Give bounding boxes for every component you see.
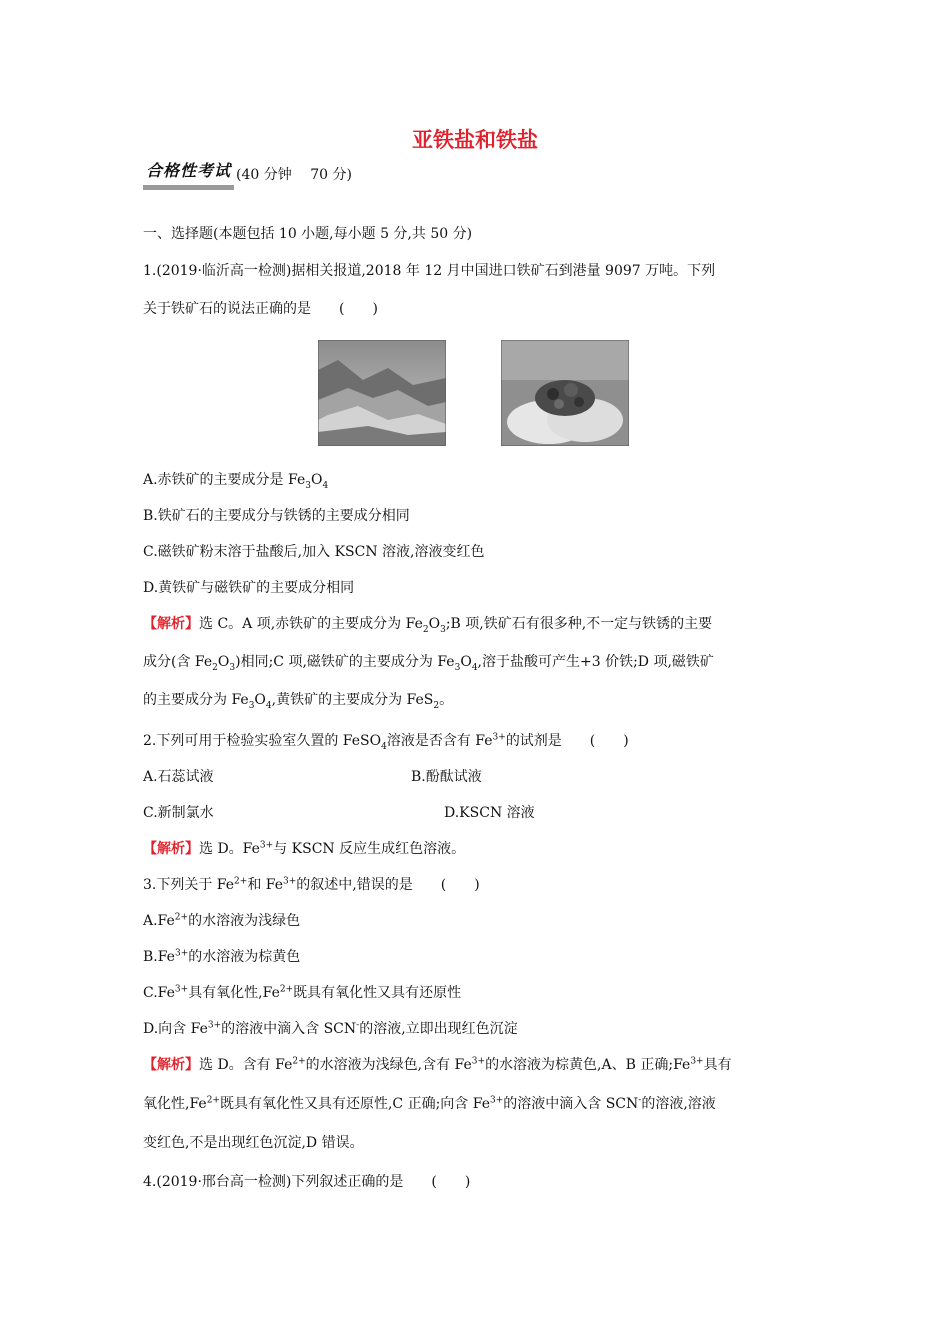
page-title: 亚铁盐和铁盐: [412, 128, 538, 152]
analysis-label: 【解析】: [143, 1057, 199, 1073]
analysis-label: 【解析】: [143, 841, 199, 857]
q1-option-a-text: A.赤铁矿的主要成分是 Fe: [143, 472, 306, 488]
q1-analysis-line1: 【解析】选 C。A 项,赤铁矿的主要成分为 $Fe_2O_3;B$ 项,铁矿石有很多种,不一定与铁锈的主要: [143, 616, 713, 635]
q3-option-a: [143, 911, 300, 931]
analysis-text: ,黄铁矿的主要成分为 FeS: [271, 692, 434, 708]
q1-option-c: C.磁铁矿粉末溶于盐酸后,加入 KSCN 溶液,溶液变红色: [143, 544, 485, 560]
superscript: 3+: [471, 1056, 486, 1067]
q3-analysis-line1: [143, 1055, 732, 1075]
subscript: 4: [265, 700, 272, 711]
superscript: 3+: [174, 984, 189, 995]
q3-option-text: A.Fe: [143, 913, 175, 929]
subscript: 3: [248, 700, 255, 711]
q2-stem: [143, 731, 629, 751]
q4-stem: 4.(2019·邢台高一检测)下列叙述正确的是 ( ): [143, 1174, 471, 1190]
q3-option-text: D.向含 Fe: [143, 1021, 208, 1037]
analysis-text: 的主要成分为 Fe: [143, 692, 249, 708]
q3-stem: [143, 875, 480, 895]
q3-option-b: [143, 947, 300, 967]
superscript: 3+: [174, 948, 189, 959]
q2-option-a: A.石蕊试液: [143, 769, 214, 785]
qualification-header: [143, 160, 352, 188]
q3-analysis-line2: [143, 1094, 716, 1114]
q3-analysis-line3: 变红色,不是出现红色沉淀,D 错误。: [143, 1135, 364, 1151]
q3-option-d: [143, 1019, 518, 1039]
analysis-text: 与 KSCN 反应生成红色溶液。: [273, 841, 466, 857]
analysis-text: 的溶液,溶液: [641, 1096, 716, 1112]
analysis-text: 选 C。A 项,赤铁矿的主要成分为 Fe: [199, 616, 423, 632]
superscript: -: [356, 1020, 360, 1031]
analysis-text: 的水溶液为棕黄色,A、B 正确;Fe: [485, 1057, 691, 1073]
q1-analysis-line2: 成分(含 $Fe_2O_3$)相同;C 项,磁铁矿的主要成分为 $Fe_3O_4$,溶于盐酸可产生+3 价铁;D 项,磁铁矿: [143, 654, 714, 673]
analysis-text: 选 D。含有 Fe: [199, 1057, 293, 1073]
analysis-text: 成分(含 Fe: [143, 654, 213, 670]
qualification-time: (40 分钟 70 分): [236, 167, 352, 183]
superscript: -: [638, 1095, 642, 1106]
superscript: 3+: [690, 1056, 704, 1067]
subscript: 4: [322, 480, 329, 491]
analysis-label: 【解析】: [143, 616, 199, 632]
superscript: 3+: [259, 840, 274, 851]
q3-option-text: 既具有氧化性又具有还原性: [293, 985, 462, 1001]
q3-option-text: 的水溶液为浅绿色: [188, 913, 301, 929]
ore-image: [501, 340, 629, 446]
q2-option-b: B.酚酞试液: [411, 769, 482, 785]
analysis-text: ;B 项,铁矿石有很多种,不一定与铁锈的主要: [445, 616, 713, 632]
qualification-badge: 合格性考试: [143, 158, 234, 190]
q3-option-text: 的水溶液为棕黄色: [188, 949, 301, 965]
mountain-image: [318, 340, 446, 446]
analysis-text: ,溶于盐酸可产生+3 价铁;D 项,磁铁矿: [477, 654, 714, 670]
subscript: 3: [454, 662, 461, 673]
section-heading: 一、选择题(本题包括 10 小题,每小题 5 分,共 50 分): [143, 226, 473, 242]
ore-hands-photo: [501, 340, 629, 446]
superscript: 2+: [292, 1056, 306, 1067]
subscript: 3: [440, 624, 446, 635]
q3-option-c: [143, 983, 461, 1003]
subscript: 4: [381, 741, 387, 752]
mountain-photo: [318, 340, 446, 446]
superscript: 2+: [174, 912, 189, 923]
analysis-text: 氧化性,Fe: [143, 1096, 207, 1112]
q1-option-d: D.黄铁矿与磁铁矿的主要成分相同: [143, 580, 355, 596]
q3-stem-text: 的叙述中,错误的是 ( ): [296, 877, 480, 893]
q3-option-text: 的溶液中滴入含 SCN: [221, 1021, 357, 1037]
subscript: 2: [422, 624, 429, 635]
analysis-text: 的溶液中滴入含 SCN: [503, 1096, 639, 1112]
superscript: 3+: [492, 732, 506, 743]
q3-option-text: 的溶液,立即出现红色沉淀: [359, 1021, 518, 1037]
analysis-text: 的水溶液为浅绿色,含有 Fe: [305, 1057, 472, 1073]
subscript: 4: [471, 662, 478, 673]
q3-option-text: B.Fe: [143, 949, 175, 965]
superscript: 2+: [279, 984, 294, 995]
superscript: 3+: [207, 1020, 222, 1031]
analysis-text: 。: [439, 692, 454, 708]
analysis-text: )相同;C 项,磁铁矿的主要成分为 Fe: [235, 654, 455, 670]
q1-analysis-line3: 的主要成分为 $Fe_3O_4$,黄铁矿的主要成分为 FeS$_2$。: [143, 692, 454, 711]
subscript: 2: [433, 700, 440, 711]
superscript: 2+: [234, 876, 248, 887]
superscript: 2+: [206, 1095, 220, 1106]
q2-stem-text: 溶液是否含有 Fe: [386, 733, 493, 749]
q1-stem-line1: 1.(2019·临沂高一检测)据相关报道,2018 年 12 月中国进口铁矿石到港量 9097 万吨。下列: [143, 263, 716, 279]
q1-option-b: B.铁矿石的主要成分与铁锈的主要成分相同: [143, 508, 410, 524]
analysis-text: 既具有氧化性又具有还原性,C 正确;向含 Fe: [219, 1096, 490, 1112]
analysis-text: 选 D。Fe: [199, 841, 260, 857]
subscript: 3: [229, 662, 236, 673]
subscript: 3: [305, 480, 311, 491]
analysis-text: 具有: [703, 1057, 732, 1073]
q1-stem-line2: 关于铁矿石的说法正确的是 ( ): [143, 301, 378, 317]
q2-stem-text: 2.下列可用于检验实验室久置的 FeSO: [143, 733, 382, 749]
subscript: 2: [212, 662, 218, 673]
q3-stem-text: 3.下列关于 Fe: [143, 877, 235, 893]
q3-option-text: C.Fe: [143, 985, 175, 1001]
superscript: 3+: [283, 876, 297, 887]
q2-stem-text: 的试剂是 ( ): [505, 733, 629, 749]
superscript: 3+: [489, 1095, 504, 1106]
q2-option-d: D.KSCN 溶液: [444, 805, 535, 821]
q3-option-text: 具有氧化性,Fe: [188, 985, 280, 1001]
q1-option-a: A.赤铁矿的主要成分是 $Fe_3O_4$: [143, 472, 329, 491]
q3-stem-text: 和 Fe: [247, 877, 284, 893]
q2-option-c: C.新制氯水: [143, 805, 214, 821]
q2-analysis: [143, 839, 465, 859]
